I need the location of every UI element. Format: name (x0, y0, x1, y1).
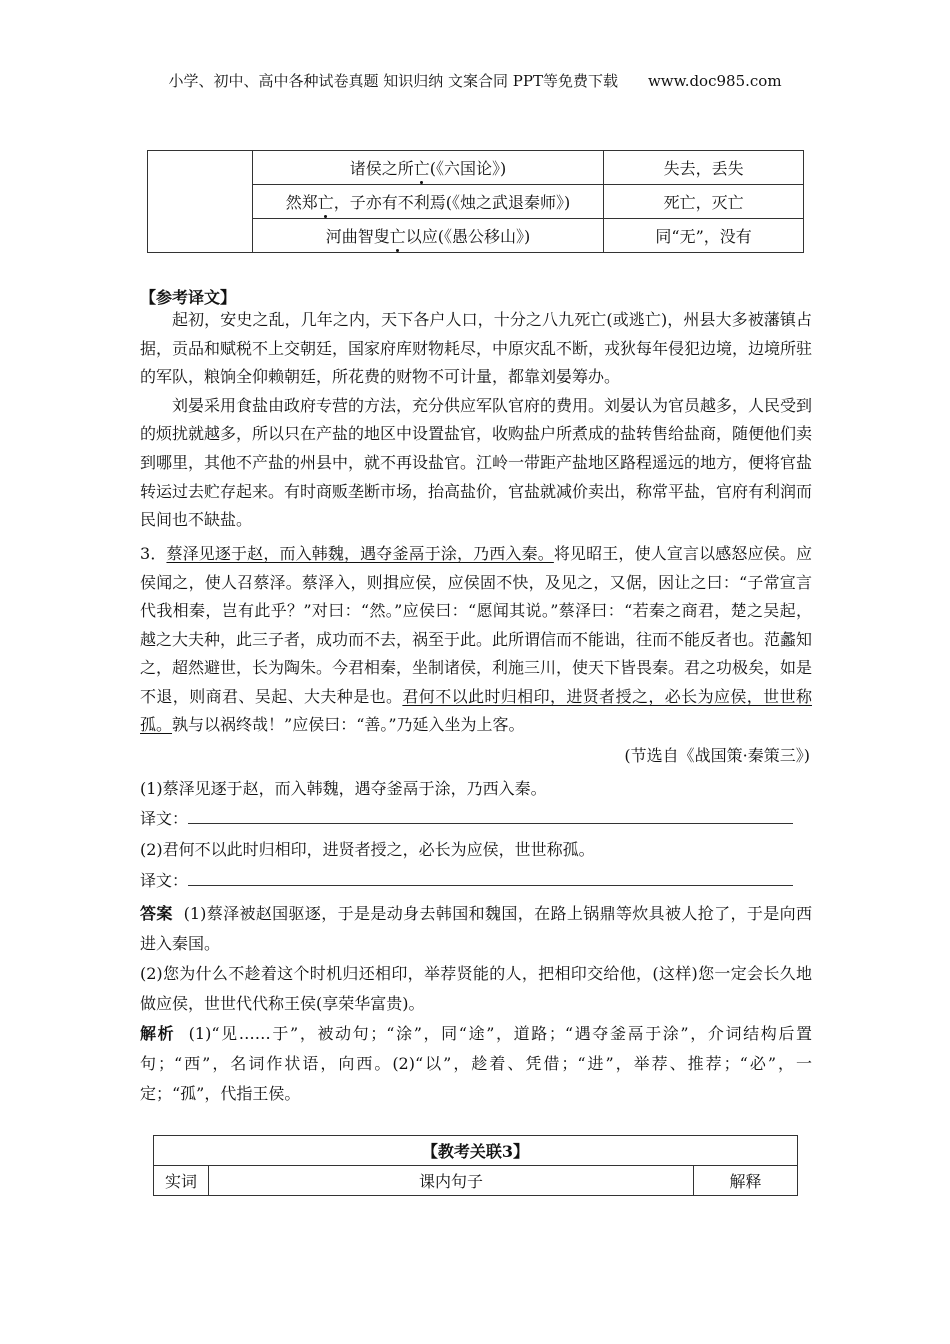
answer-label: 答案 (140, 904, 173, 923)
analysis-text: (1)“见……于”，被动句；“涂”，同“途”，道路；“遇夺釜鬲于涂”，介词结构后置句；“西”，名词作状语，向西。(2)“以”，趁着、凭借；“进”，举荐、推荐；“必”，一定；“孤”，代指王侯。 (140, 1024, 812, 1103)
answer-block (140, 899, 812, 1109)
sentence-cell: 诸侯之所亡(《六国论》) (252, 151, 603, 185)
answer-1: (1)蔡泽被赵国驱逐，于是是动身去韩国和魏国，在路上锅鼎等炊具被人抢了，于是向西进入秦国。 (140, 904, 813, 953)
reference-title: 【参考译文】 (140, 288, 237, 307)
column-header: 实词 (154, 1166, 209, 1196)
underlined-sentence-1: 蔡泽见逐于赵，而入韩魏，遇夺釜鬲于涂，乃西入秦。 (166, 544, 554, 563)
translation-para-1: 起初，安史之乱，几年之内，天下各户人口，十分之八九死亡(或逃亡)，州县大多被藩镇占据，贡品和赋税不上交朝廷，国家府库财物耗尽，中原灾乱不断，戎狄每年侵犯边境，边境所驻的军队，粮饷全仰赖朝廷，所花费的财物不可计量，都靠刘晏筹办。 (140, 310, 813, 387)
header-text: 小学、初中、高中各种试卷真题 知识归纳 文案合同 PPT等免费下载 (168, 72, 618, 90)
analysis-label: 解析 (140, 1024, 176, 1043)
passage-source: (节选自《战国策·秦策三》) (624, 746, 810, 765)
sentence-cell: 河曲智叟亡以应(《愚公移山》) (252, 219, 603, 253)
translation-para-2: 刘晏采用食盐由政府专营的方法，充分供应军队官府的费用。刘晏认为官员越多，人民受到的烦扰就越多，所以只在产盐的地区中设置盐官，收购盐户所煮成的盐转售给盐商，随便他们卖到哪里，其他不产盐的州县中，就不再设盐官。江岭一带距产盐地区路程遥远的地方，便将官盐转运过去贮存起来。有时商贩垄断市场，抬高盐价，官盐就减价卖出，称常平盐，官府有利润而民间也不缺盐。 (140, 395, 813, 530)
question-number: 3． (140, 544, 167, 563)
column-header: 解释 (694, 1166, 798, 1196)
reference-translation (140, 306, 812, 535)
page-header (0, 70, 950, 91)
answer-line-1 (140, 806, 793, 829)
sub-question-2: (2)君何不以此时归相印，进贤者授之，必长为应侯，世世称孤。 (140, 840, 595, 859)
passage-text-1: 将见昭王，使人宣言以感怒应侯。应侯闻之，使人召蔡泽。蔡泽入，则揖应侯，应侯固不快，及见之，又倨，因让之曰：“子常宣言代我相秦，岂有此乎？”对曰：“然。”应侯曰：“愿闻其说。”蔡泽曰：“若秦之商君，楚之吴起，越之大夫种，此三子者，成功而不去，祸至于此。此所谓信而不能诎，往而不能反者也。范蠡知之，超然避世，长为陶朱。今君相秦，坐制诸侯，利施三川，使天下皆畏秦。君之功极矣，如是不退，则商君、吴起、大夫种是也。 (140, 544, 813, 706)
sub-question-1: (1)蔡泽见逐于赵，而入韩魏，遇夺釜鬲于涂，乃西入秦。 (140, 779, 547, 798)
translation-label: 译文： (140, 809, 189, 828)
sentence-cell: 然郑亡，子亦有不利焉(《烛之武退秦师》) (252, 185, 603, 219)
answer-line-2 (140, 868, 793, 891)
underlined-sentence-2: 君何不以此时归相印，进贤者授之，必长为应侯，世世称孤。 (140, 686, 812, 734)
table-row (148, 151, 804, 185)
meaning-cell: 死亡，灭亡 (604, 185, 804, 219)
word-meaning-table (147, 150, 804, 253)
table-title: 【教考关联3】 (154, 1136, 798, 1166)
blank-line[interactable] (188, 809, 793, 824)
meaning-cell: 失去，丢失 (604, 151, 804, 185)
table-row (154, 1136, 798, 1166)
table-row (154, 1166, 798, 1196)
column-header: 课内句子 (208, 1166, 693, 1196)
jiaokao-table (153, 1135, 798, 1196)
question-3-passage (140, 540, 812, 740)
header-site: www.doc985.com (647, 72, 782, 90)
passage-text-2: 孰与以祸终哉！”应侯曰：“善。”乃延入坐为上客。 (172, 715, 525, 734)
blank-line[interactable] (188, 871, 793, 886)
meaning-cell: 同“无”，没有 (604, 219, 804, 253)
answer-2: (2)您为什么不趁着这个时机归还相印，举荐贤能的人，把相印交给他，(这样)您一定会长久地做应侯，世世代代称王侯(享荣华富贵)。 (140, 964, 812, 1013)
translation-label: 译文： (140, 871, 189, 890)
word-cell (148, 151, 253, 253)
